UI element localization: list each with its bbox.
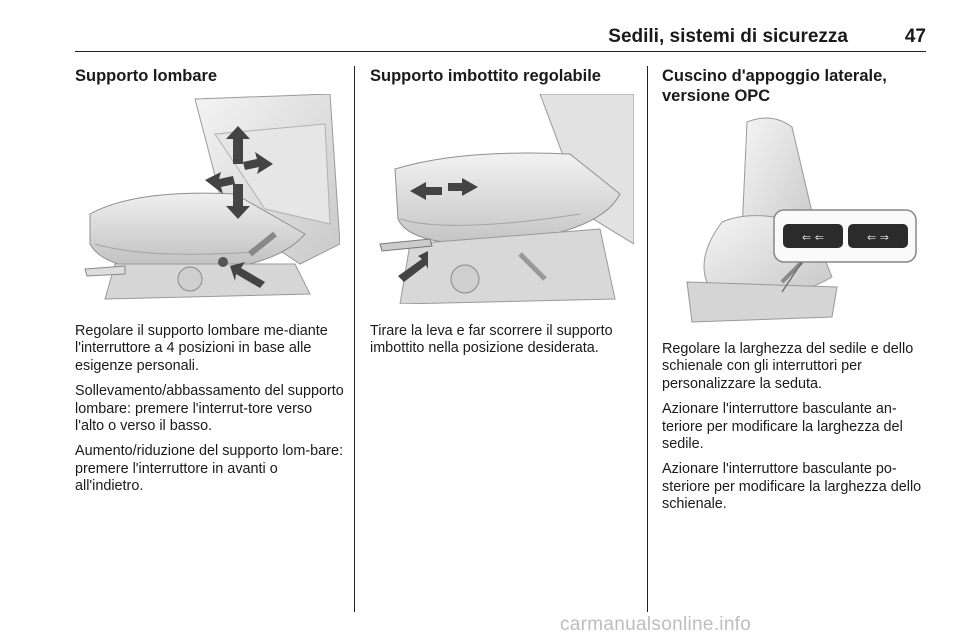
lumbar-seat-illustration [75,94,340,304]
watermark: carmanualsonline.info [560,614,752,635]
paragraph: Regolare la larghezza del sedile e dello schienale con gli interruttori per personalizzare la seduta. [662,341,914,392]
side-bolster-text [662,341,928,522]
section-title: Sedili, sistemi di sicurezza [608,26,848,47]
paragraph: Sollevamento/abbassamento del supporto lombare: premere l'interrut-tore verso l'alto o verso il basso. [75,383,344,435]
column-cushion-support [370,66,640,86]
svg-text:⇐ ⇐: ⇐ ⇐ [802,231,824,244]
column-divider [354,66,355,612]
paragraph: Azionare l'interruttore basculante an-teriore per modificare la larghezza del sedile. [662,401,903,453]
svg-text:⇐ ⇒: ⇐ ⇒ [867,231,889,244]
column-divider [647,66,648,612]
column-lumbar-support [75,66,345,86]
paragraph: Azionare l'interruttore basculante po-steriore per modificare la larghezza dello schienale. [662,461,922,513]
paragraph: Regolare il supporto lombare me-diante l'interruttore a 4 posizioni in base alle esigenze personali. [75,323,328,374]
cushion-text [370,323,635,366]
opc-seat-illustration [662,112,926,327]
paragraph: Aumento/riduzione del supporto lom-bare: premere l'interruttore in avanti o all'indietro. [75,443,343,495]
cushion-seat-illustration [370,94,634,304]
lumbar-text [75,323,345,504]
section-heading: Supporto lombare [75,67,218,85]
page-number: 47 [904,26,926,47]
page-header [75,24,926,52]
section-heading: Supporto imbottito regolabile [370,67,601,85]
section-heading: Cuscino d'appoggio laterale, versione OPC [662,67,887,105]
column-side-bolster [662,66,927,106]
paragraph: Tirare la leva e far scorrere il supporto imbottito nella posizione desiderata. [370,323,613,357]
